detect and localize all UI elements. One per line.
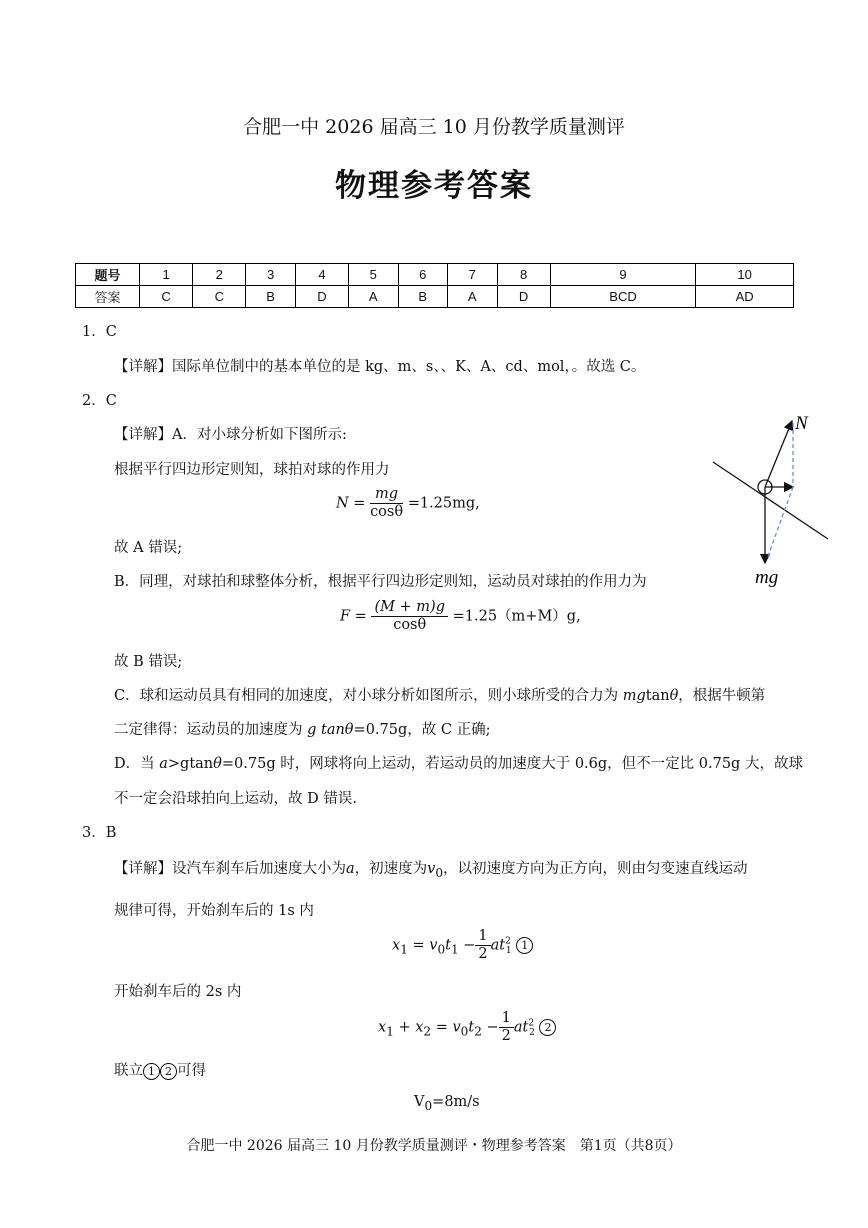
q2-equation-2: [340, 599, 581, 634]
text-run: 0: [435, 865, 444, 880]
row-label-answer: 答案: [76, 286, 140, 308]
q2-b-conclusion: 故 B 错误;: [114, 654, 183, 670]
table-cell: BCD: [550, 286, 696, 308]
q2-equation-1: [336, 486, 480, 521]
text-run: θ: [669, 688, 679, 704]
q3-line4: [114, 1059, 206, 1080]
eq-numerator: mg: [370, 486, 403, 504]
q2-b-text: B．同理，对球拍和球整体分析，根据平行四边形定则知，运动员对球拍的作用力为: [114, 574, 647, 590]
table-cell: AD: [696, 286, 794, 308]
text-run: x: [392, 937, 401, 954]
table-cell: 7: [448, 264, 498, 286]
text-run: a: [346, 861, 355, 877]
text-run: −: [481, 1019, 499, 1036]
label-mg: mg: [755, 567, 779, 588]
text-run: 可得: [177, 1063, 206, 1079]
text-run: D．当: [114, 756, 160, 772]
text-run: ，以初速度方向为正方向，则由匀变速直线运动: [443, 861, 748, 877]
text-run: = v: [431, 1019, 461, 1036]
q3-equation-1: [392, 928, 533, 963]
eq-denominator: cosθ: [393, 617, 427, 633]
text-run: 1: [400, 942, 408, 957]
normal-force-arrow: [765, 421, 792, 487]
text-run: + x: [393, 1019, 424, 1036]
q1-detail: 【详解】国际单位制中的基本单位的是 kg、m、s、、K、A、cd、mol，。故选 C。: [114, 359, 646, 375]
text-run: θ: [213, 756, 222, 772]
eq-fraction: [499, 1010, 514, 1045]
table-row-numbers: [76, 264, 794, 286]
text-run: =8m/s: [432, 1094, 480, 1110]
page-title: 物理参考答案: [335, 168, 533, 204]
text-run: ，根据牛顿第: [678, 688, 766, 704]
q2-d-line2: 不一定会沿球拍向上运动，故 D 错误.: [114, 791, 357, 807]
q2-a-rule: 根据平行四边形定则知，球拍对球的作用力: [114, 462, 390, 478]
eq-denominator: 2: [478, 946, 488, 962]
text-run: >gtan: [167, 756, 214, 772]
table-cell: 3: [246, 264, 296, 286]
text-run: x: [378, 1019, 387, 1036]
eq-rhs: =1.25mg,: [407, 495, 480, 512]
force-diagram: [705, 405, 835, 590]
text-run: 【详解】设汽车刹车后加速度大小为: [114, 861, 346, 877]
q2-c-line2: [114, 718, 490, 739]
text-run: 1: [386, 1024, 394, 1039]
circled-number: 1: [143, 1063, 160, 1080]
q3-line3: 开始刹车后的 2s 内: [114, 984, 242, 1000]
text-run: −: [458, 937, 476, 954]
table-cell: C: [140, 286, 193, 308]
text-run: t: [445, 937, 451, 954]
table-cell: B: [246, 286, 296, 308]
table-cell: D: [497, 286, 550, 308]
eq-numerator: 1: [499, 1010, 514, 1028]
q3-heading: 3．B: [82, 825, 117, 841]
text-run: mg: [622, 688, 646, 704]
q3-result: [414, 1094, 480, 1113]
text-run: 联立: [114, 1063, 143, 1079]
table-cell: 4: [295, 264, 348, 286]
eq-numerator: 1: [475, 928, 490, 946]
q2-d-line1: [114, 752, 803, 773]
eq-lhs: F =: [340, 608, 367, 625]
q1-heading: 1．C: [82, 324, 117, 340]
dashed-line: [767, 487, 793, 559]
row-label-number: 题号: [76, 264, 140, 286]
text-run: 2: [529, 1028, 535, 1039]
text-run: tan: [645, 688, 670, 704]
table-cell: 2: [193, 264, 246, 286]
eq-fraction: [475, 928, 490, 963]
circled-number: 1: [516, 937, 533, 954]
table-cell: B: [398, 286, 448, 308]
exam-subtitle: 合肥一中 2026 届高三 10 月份教学质量测评: [243, 116, 625, 138]
text-run: ，初速度为: [354, 861, 428, 877]
q2-c-line1: [114, 684, 765, 705]
text-run: 1: [505, 946, 512, 957]
eq-numerator: (M + m)g: [371, 599, 448, 617]
table-cell: D: [295, 286, 348, 308]
text-run: V: [414, 1094, 425, 1110]
eq-fraction: [371, 599, 448, 634]
answer-table: [75, 263, 794, 308]
table-cell: 6: [398, 264, 448, 286]
text-run: 1: [450, 942, 459, 957]
q3-line2: 规律可得，开始刹车后的 1s 内: [114, 903, 314, 919]
text-run: 0: [437, 942, 446, 957]
table-cell: A: [349, 286, 399, 308]
label-n: N: [795, 413, 808, 434]
q3-equation-2: [378, 1010, 556, 1045]
text-run: =0.75g 时，网球将向上运动，若运动员的加速度大于 0.6g，但不一定比 0.75g 大，故球: [221, 756, 803, 772]
text-run: a: [159, 756, 168, 772]
q2-a-conclusion: 故 A 错误;: [114, 540, 183, 556]
eq-denominator: 2: [501, 1028, 511, 1044]
text-run: v: [427, 861, 436, 877]
text-run: 2: [474, 1024, 482, 1039]
eq-rhs: =1.25（m+M）g,: [452, 608, 581, 625]
table-cell: 10: [696, 264, 794, 286]
q3-line1: [114, 857, 748, 880]
text-run: at: [513, 1019, 529, 1036]
table-cell: A: [448, 286, 498, 308]
text-run: 2: [423, 1024, 432, 1039]
eq-lhs: N =: [336, 495, 366, 512]
text-run: =0.75g，故 C 正确;: [353, 722, 491, 738]
text-run: C．球和运动员具有相同的加速度，对小球分析如图所示，则小球所受的合力为: [114, 688, 623, 704]
table-row-answers: [76, 286, 794, 308]
table-cell: 5: [349, 264, 399, 286]
table-cell: 8: [497, 264, 550, 286]
q2-heading: 2．C: [82, 393, 117, 409]
text-run: 0: [424, 1098, 433, 1113]
circled-number: 2: [160, 1063, 177, 1080]
table-cell: 1: [140, 264, 193, 286]
circled-number: 2: [539, 1019, 556, 1036]
text-run: 2: [528, 1018, 535, 1029]
text-run: 2: [505, 936, 511, 947]
text-run: t: [468, 1019, 475, 1036]
table-cell: C: [193, 286, 246, 308]
eq-fraction: [370, 486, 403, 521]
text-run: at: [490, 937, 506, 954]
text-run: 0: [460, 1024, 469, 1039]
text-run: g tanθ: [307, 722, 354, 738]
page-footer: 合肥一中 2026 届高三 10 月份教学质量测评・物理参考答案 第1页（共8页）: [186, 1138, 682, 1154]
q2-a-intro: 【详解】A．对小球分析如下图所示:: [114, 427, 347, 443]
text-run: = v: [407, 937, 438, 954]
table-cell: 9: [550, 264, 696, 286]
eq-denominator: cosθ: [370, 504, 404, 520]
text-run: 二定律得：运动员的加速度为: [114, 722, 308, 738]
